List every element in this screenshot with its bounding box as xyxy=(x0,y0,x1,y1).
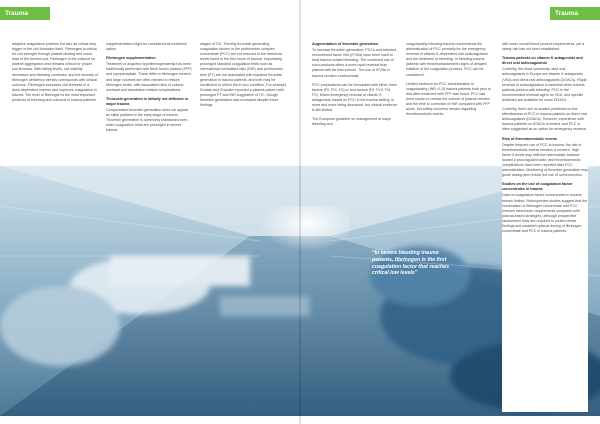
studies-heading: Studies on the use of coagulation factor concentrates in trauma xyxy=(502,182,573,192)
article-column-4 xyxy=(312,42,398,131)
article-column-5 xyxy=(406,42,492,121)
column-6-paragraph-4: Despite frequent use of PCC in trauma, the risk of thromboembolic events remains a concern. High factor II levels may shift the haemostatic balance toward a procoagulant state, and thromboembolic complications have been reported after PCC administration. Monitoring of thrombin generation may guide dosing and reduce the risk of overcorrection. xyxy=(502,142,588,178)
column-6-paragraph-2: Currently, the most commonly used oral anticoagulants in Europe are vitamin K antagonists (VKA) and direct oral anticoagulants (DOACs). Rapid reversal of anticoagulation is essential when trauma patients present with bleeding. PCC is the recommended reversal agent for VKA, and specific antidotes are available for some DOACs. xyxy=(502,67,587,102)
augmentation-heading: Augmentation of thrombin generation xyxy=(312,42,379,46)
column-4-paragraph-2: PCC preparations can be formulated with either three factors (FII, FIX, FX) or four factors (FII, FVII, FIX, FX). Mixed emergency reversal of vitamin K antagonists, based on PCC in the trauma setting, is more and more being discussed, but clinical evidence is still limited. xyxy=(312,82,398,113)
pull-quote: “In severe bleeding trauma patients, fibrinogen is the first coagulation factor that reaches critical low levels” xyxy=(372,250,449,277)
vka-doac-heading: Trauma patients on vitamin K antagonists and direct oral anticoagulants xyxy=(502,56,583,66)
column-5-paragraph-1: coagulopathy following trauma recommends the administration of PCC primarily for the emergency reversal of vitamin K-dependent oral anticoagulants and the treatment of bleeding. In bleeding trauma patients with thromboelastometric signs of delayed initiation of the coagulation process, PCC can be considered. xyxy=(406,42,488,77)
column-4-paragraph-3: The European guideline on management of major bleeding and xyxy=(312,117,392,127)
column-1-paragraph: adaptive coagulation proteins but also as critical step trigger in the clot formation itself. Fibrinogen is critical for clot strength through platelet binding and cross-links of the formed clot. Fibrinogen is the cofactor for platelet aggregation and remains critical for proper clot firmness. With falling levels, clot stability decreases and bleeding continues, and the severity of fibrinogen deficiency directly corresponds with clinical outcome. Fibrinogen increases clot firmness in a dose-dependent manner and improves coagulation in trauma. The level of fibrinogen is the most important predictor of bleeding and outcome in trauma patients. xyxy=(12,42,98,103)
column-5-paragraph-2: Limited evidence for PCC administration in coagulopathy (INR >1.5) trauma patients both prior to and after treatment with FFP was found. PCC has been shown to reduce the volume of plasma needed and the time to correction of INR compared with FFP alone, but safety concerns remain regarding thromboembolic events. xyxy=(406,81,491,117)
page-spine xyxy=(299,0,301,424)
thromboembolic-risk-heading: Risk of thromboembolic events xyxy=(502,136,557,141)
article-column-1 xyxy=(12,42,98,107)
column-4-paragraph-1: To increase thrombin generation, PCCs and selected recombinant factor VIIa (rFVIIa) have been used to treat trauma-related bleeding. The combined use of such products offers a more rapid reversal than plasma with far less volume. The use of rFVIIa in trauma remains controversial. xyxy=(312,48,397,78)
article-column-2 xyxy=(106,42,192,138)
column-2-paragraph-1: Treatment of acquired hypofibrinogenaemia has been traditionally performed with fresh frozen plasma (FFP) and cryoprecipitate. These differ in fibrinogen content and large volumes are often needed to restore fibrinogen levels, with associated risks of volume overload and transfusion related complications. xyxy=(106,62,192,92)
column-6-paragraph-3: Currently, there are no studies published on the effectiveness of PCC in trauma patients on direct oral anticoagulants (DOACs). However, experience with trauma patients on DOACs is limited, and PCC is often suggested as an option for emergency reversal. xyxy=(502,107,587,132)
column-3-paragraph: stages of TIC. Thereby thrombin generating coagulation factors in the prothrombin complex concentrate (PCC) are not reduced to the threshold levels found in the first hours of trauma. Importantly, prolonged standard coagulation tests such as international normalised ratio (INR) and prothrombin time (PT) are not associated with impaired thrombin generation in trauma patients, and both may be insufficient to reflect the in vivo condition. For example, Dunbar and Chandler reported a plasma pattern with prolonged PT and INR suggestive of TIC, though thrombin generation was increased despite these findings. xyxy=(200,42,288,108)
section-tab-right: Trauma xyxy=(550,7,600,20)
column-2-intro: supplementation might be considered as treatment option. xyxy=(106,42,187,52)
section-tab-left: Trauma xyxy=(0,7,50,20)
thrombin-generation-heading: Thrombin generation is initially not deficient in major trauma xyxy=(106,96,188,106)
fibrinogen-supplementation-heading: Fibrinogen supplementation xyxy=(106,56,156,61)
article-column-3 xyxy=(200,42,288,112)
column-2-paragraph-2: Compromised thrombin generation does not appear as initial problem in the early stage of trauma. Thrombin generation is commonly maintained even when coagulation tests are prolonged in severe trauma. xyxy=(106,108,189,133)
column-6-paragraph-1: with lower overall blood product requirements, yet a safety risk has not been established. xyxy=(502,42,585,52)
column-6-paragraph-5: Data on coagulation factor concentrates in trauma remain limited. Retrospective studies suggest that the combination of fibrinogen concentrate and PCC reduces transfusion requirements compared with plasma-based strategies, although prospective randomised trials are required to confirm these findings and establish optimal dosing of fibrinogen concentrate and PCC in trauma patients. xyxy=(502,193,588,234)
article-column-6 xyxy=(502,42,588,412)
